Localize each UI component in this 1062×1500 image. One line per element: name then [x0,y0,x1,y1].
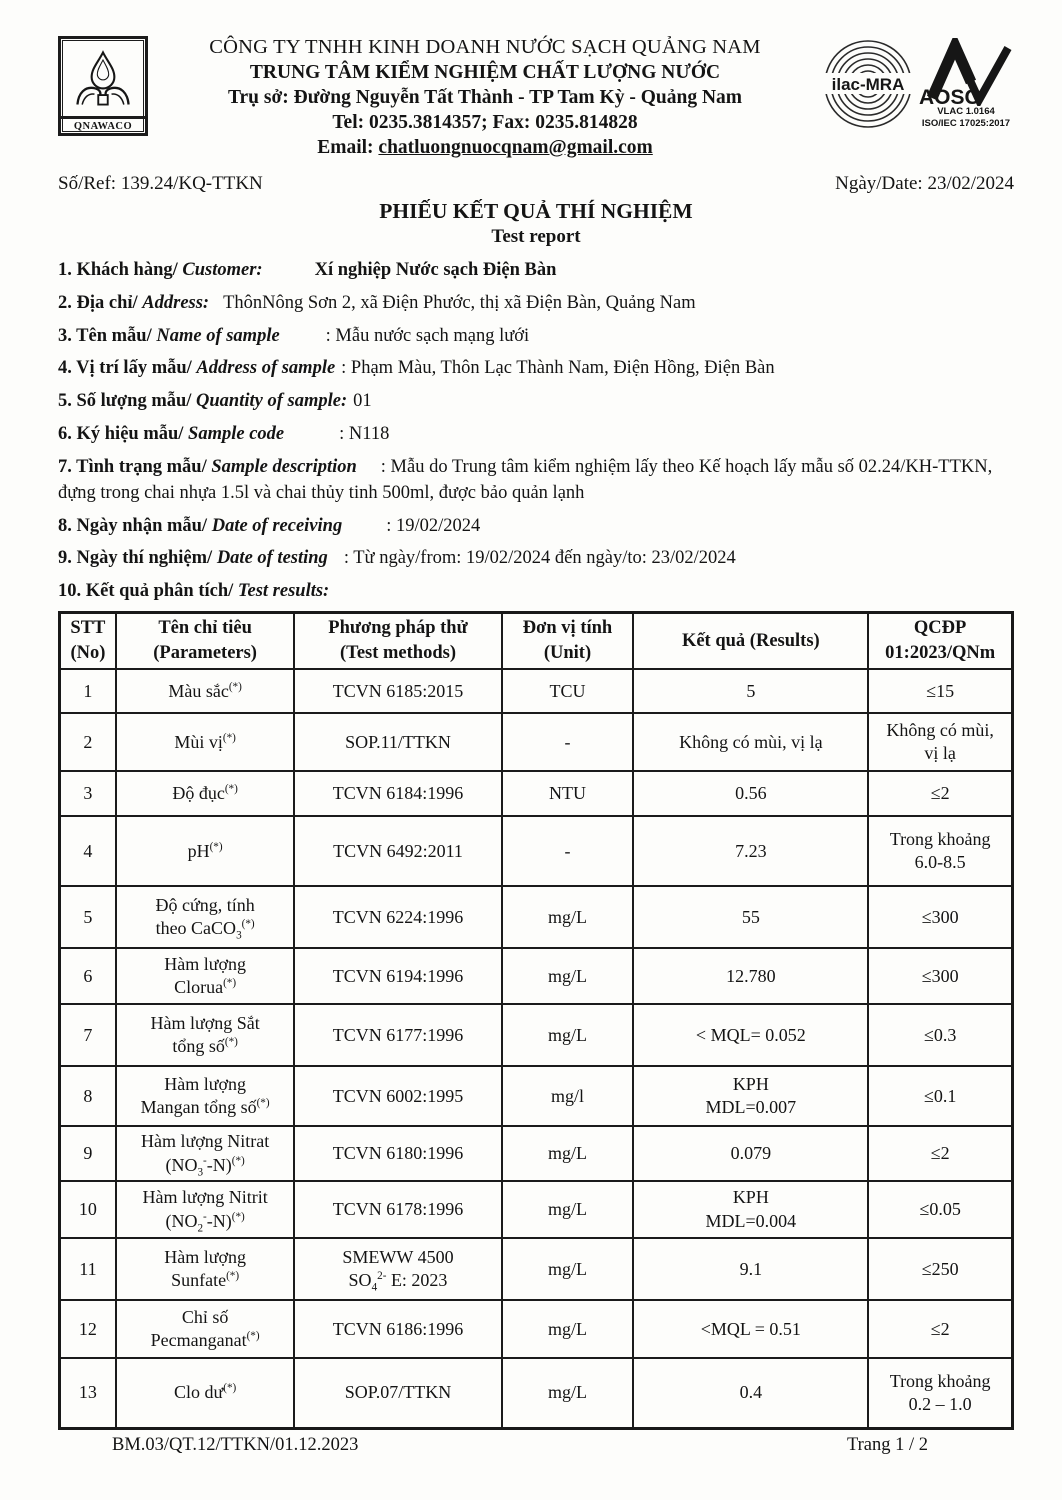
report-field-4 [58,355,1014,381]
report-field-7 [58,454,1014,507]
cell-limit: ≤2 [868,1126,1012,1181]
email-label: Email: [317,137,374,158]
water-drop-hands-icon [61,39,145,116]
field-label-en: Address: [142,292,210,313]
cell-result: <MQL = 0.51 [633,1300,868,1358]
superscript: (*) [231,1154,245,1167]
cell-stt: 8 [60,1066,116,1126]
table-row [60,1238,1013,1300]
cell-unit: mg/L [502,948,634,1004]
field-label-en: Sample code [188,423,285,444]
field-spacer [209,307,223,308]
cell-method: TCVN 6492:2011 [294,816,501,886]
field-spacer [284,438,339,439]
superscript: - [203,1210,207,1223]
field-spacer [280,340,326,341]
cell-parameter: Độ cứng, tính theo CaCO$_3$(*) [116,886,295,948]
cell-parameter: Độ đục(*) [116,771,295,816]
cell-limit: ≤15 [868,669,1012,713]
cell-parameter: Hàm lượng Nitrat $(NO_3^--N)^{(*)}$ [116,1126,295,1181]
ref-label: Số/Ref: [58,173,117,194]
superscript: (*) [226,1270,240,1283]
field-label-vi: 5. Số lượng mẫu/ [58,391,197,412]
cell-parameter: Hàm lượng Clorua(*) [116,948,295,1004]
cell-parameter: Mùi vị(*) [116,713,295,771]
page-footer [58,1435,1014,1456]
cell-method: TCVN 6186:1996 [294,1300,501,1358]
report-field-9 [58,545,1014,571]
cell-unit: mg/L [502,1126,634,1181]
cell-stt: 9 [60,1126,116,1181]
table-row [60,713,1013,771]
field-label-vi: 8. Ngày nhận mẫu/ [58,515,212,536]
table-row [60,1181,1013,1238]
cell-stt: 7 [60,1004,116,1066]
cell-parameter: Clo dư(*) [116,1358,295,1428]
table-row [60,948,1013,1004]
letterhead [148,36,822,159]
cell-result: 0.56 [633,771,868,816]
document-header [58,30,1014,159]
document-ref [58,173,263,195]
cell-parameter: Hàm lượng Sunfate(*) [116,1238,295,1300]
cell-parameter: Màu sắc(*) [116,669,295,713]
cell-limit: Trong khoảng 6.0-8.5 [868,816,1012,886]
field-spacer [342,530,386,531]
cell-result: KPH MDL=0.007 [633,1066,868,1126]
cell-stt: 13 [60,1358,116,1428]
reference-line [58,173,1014,195]
cell-stt: 11 [60,1238,116,1300]
cell-parameter: Chỉ số Pecmanganat(*) [116,1300,295,1358]
cell-limit: ≤2 [868,1300,1012,1358]
cell-stt: 12 [60,1300,116,1358]
cell-method: TCVN 6224:1996 [294,886,501,948]
cell-method: SOP.11/TTKN [294,713,501,771]
aosc-label: AOSC [919,86,980,106]
cell-limit: Trong khoảng 0.2 – 1.0 [868,1358,1012,1428]
cell-result: 55 [633,886,868,948]
field-label-en: Test results: [237,581,330,602]
cell-result: 9.1 [633,1238,868,1300]
superscript: (*) [223,1382,237,1395]
cell-unit: - [502,816,634,886]
cell-limit: Không có mùi, vị lạ [868,713,1012,771]
ilac-mra-icon [822,38,914,130]
column-header-unit: Đơn vị tính (Unit) [502,613,634,669]
column-header-result: Kết quả (Results) [633,613,868,669]
superscript: (*) [256,1097,270,1110]
table-body [60,669,1013,1428]
cell-method: TCVN 6184:1996 [294,771,501,816]
cell-unit: mg/l [502,1066,634,1126]
date-value: 23/02/2024 [927,173,1014,194]
cell-method: TCVN 6180:1996 [294,1126,501,1181]
cell-stt: 2 [60,713,116,771]
cell-method: TCVN 6185:2015 [294,669,501,713]
cell-result: 12.780 [633,948,868,1004]
cell-parameter: Hàm lượng Sắt tổng số(*) [116,1004,295,1066]
page-number: Trang 1 / 2 [846,1434,928,1455]
iso-standard: ISO/IEC 17025:2017 [921,117,1011,129]
table-row [60,1004,1013,1066]
cell-parameter: pH(*) [116,816,295,886]
field-value: : N118 [339,423,390,444]
cell-unit: mg/L [502,1181,634,1238]
cell-limit: ≤300 [868,886,1012,948]
cell-stt: 10 [60,1181,116,1238]
cell-limit: ≤0.3 [868,1004,1012,1066]
cell-limit: ≤0.05 [868,1181,1012,1238]
cell-method: SOP.07/TTKN [294,1358,501,1428]
field-value: : Mẫu do Trung tâm kiểm nghiệm lấy theo Kế hoạch lấy mẫu số 02.24/KH-TTKN, đựng trong chai nhựa 1.5l và chai thủy tinh 500ml, được bảo quản lạnh [58,456,993,503]
head-office-address: Trụ sở: Đường Nguyễn Tất Thành - TP Tam Kỳ - Quảng Nam [227,87,743,108]
cell-unit: TCU [502,669,634,713]
cell-result: Không có mùi, vị lạ [633,713,868,771]
field-label-en: Address of sample [196,358,336,379]
field-spacer [357,471,381,472]
field-label-vi: 2. Địa chỉ/ [58,292,143,313]
field-label-en: Sample description [211,456,357,477]
superscript: (*) [224,1036,238,1049]
superscript: - [203,1154,207,1167]
table-row [60,1126,1013,1181]
field-label-vi: 9. Ngày thí nghiệm/ [58,548,217,569]
field-value: : 19/02/2024 [386,515,481,536]
field-value: Xí nghiệp Nước sạch Điện Bàn [314,260,557,280]
cell-parameter: Hàm lượng Mangan tổng số(*) [116,1066,295,1126]
report-field-6 [58,421,1014,447]
field-value: 01 [353,391,372,412]
cell-stt: 5 [60,886,116,948]
aosc-block [918,38,1014,130]
superscript: (*) [246,1330,260,1343]
cell-result: 5 [633,669,868,713]
cell-method: TCVN 6194:1996 [294,948,501,1004]
superscript: (*) [223,977,237,990]
cell-method: TCVN 6177:1996 [294,1004,501,1066]
subscript: 2 [197,1222,204,1235]
report-field-5 [58,388,1014,414]
subscript: 3 [197,1166,204,1179]
field-value: : Mẫu nước sạch mạng lưới [325,325,530,346]
aosc-check-icon [918,38,1014,106]
table-row [60,1300,1013,1358]
cell-unit: - [502,713,634,771]
cell-unit: mg/L [502,1358,634,1428]
field-label-vi: 3. Tên mẫu/ [58,325,157,346]
email-address: chatluongnuocqnam@gmail.com [378,137,653,158]
cell-stt: 1 [60,669,116,713]
field-label-en: Customer: [182,260,263,280]
column-header-stt: STT (No) [60,613,116,669]
cell-unit: mg/L [502,1300,634,1358]
table-head [60,613,1013,669]
column-header-limit: QCĐP 01:2023/QNm [868,613,1012,669]
report-title-en: Test report [491,226,581,247]
qnawaco-logo [58,36,148,136]
qnawaco-logo-label: QNAWACO [61,116,145,133]
field-value: ThônNông Sơn 2, xã Điện Phước, thị xã Điện Bàn, Quảng Nam [223,292,696,313]
superscript: (*) [224,783,238,796]
cell-limit: ≤0.1 [868,1066,1012,1126]
table-row [60,1358,1013,1428]
email-line [150,137,820,159]
cell-stt: 6 [60,948,116,1004]
field-value: : Từ ngày/from: 19/02/2024 đến ngày/to: 23/02/2024 [343,548,736,569]
cell-stt: 4 [60,816,116,886]
vlac-number: VLAC 1.0164 [937,106,995,117]
superscript: (*) [222,731,236,744]
cell-unit: mg/L [502,1004,634,1066]
field-label-en: Date of receiving [211,515,343,536]
report-title-vi: PHIẾU KẾT QUẢ THÍ NGHIỆM [379,199,693,223]
cell-result: 7.23 [633,816,868,886]
ilac-mra-label: ilac-MRA [831,75,905,94]
cell-result: 0.079 [633,1126,868,1181]
report-field-3 [58,323,1014,349]
cell-method: TCVN 6178:1996 [294,1181,501,1238]
cell-stt: 3 [60,771,116,816]
field-label-en: Quantity of sample: [196,391,348,412]
table-row [60,771,1013,816]
field-value: : Phạm Màu, Thôn Lạc Thành Nam, Điện Hồng, Điện Bàn [341,358,775,379]
accreditation-logos [822,38,1014,130]
cell-result: 0.4 [633,1358,868,1428]
cell-method: SMEWW 4500 $SO_4^{2-}$ E: 2023 [294,1238,501,1300]
table-row [60,816,1013,886]
cell-method: TCVN 6002:1995 [294,1066,501,1126]
cell-limit: ≤300 [868,948,1012,1004]
report-field-8 [58,513,1014,539]
cell-unit: mg/L [502,886,634,948]
table-row [60,886,1013,948]
superscript: (*) [209,840,223,853]
report-fields [58,257,1014,604]
subscript: 4 [371,1281,378,1294]
field-label-vi: 7. Tình trạng mẫu/ [58,456,212,477]
table-row [60,1066,1013,1126]
column-header-parameter: Tên chỉ tiêu (Parameters) [116,613,295,669]
tel-fax-line: Tel: 0235.3814357; Fax: 0235.814828 [332,112,638,133]
superscript: (*) [228,680,242,693]
date-label: Ngày/Date: [835,173,923,194]
table-header-row [60,613,1013,669]
report-field-1 [58,257,1014,283]
cell-limit: ≤250 [868,1238,1012,1300]
field-label-en: Date of testing [216,548,328,569]
superscript: (*) [231,1210,245,1223]
form-code: BM.03/QT.12/TTKN/01.12.2023 [112,1434,359,1455]
cell-result: < MQL= 0.052 [633,1004,868,1066]
ref-value: 139.24/KQ-TTKN [120,173,263,194]
company-name: CÔNG TY TNHH KINH DOANH NƯỚC SẠCH QUẢNG NAM [209,36,761,58]
superscript: (*) [241,918,255,931]
field-label-en: Name of sample [156,325,280,346]
field-label-vi: 6. Ký hiệu mẫu/ [58,423,189,444]
field-spacer [263,274,315,275]
table-row [60,669,1013,713]
cell-parameter: Hàm lượng Nitrit $(NO_2^--N)^{(*)}$ [116,1181,295,1238]
column-header-method: Phương pháp thử (Test methods) [294,613,501,669]
cell-unit: NTU [502,771,634,816]
cell-limit: ≤2 [868,771,1012,816]
center-name: TRUNG TÂM KIỂM NGHIỆM CHẤT LƯỢNG NƯỚC [249,62,721,83]
test-results-table [58,611,1014,1429]
field-label-vi: 4. Vị trí lấy mẫu/ [58,358,197,379]
report-field-2 [58,290,1014,316]
cell-result: KPH MDL=0.004 [633,1181,868,1238]
superscript: 2- [377,1270,387,1283]
document-date [835,173,1014,195]
report-field-10 [58,578,1014,604]
cell-unit: mg/L [502,1238,634,1300]
subscript: 3 [236,929,242,942]
field-label-vi: 1. Khách hàng/ [58,260,183,280]
field-label-vi: 10. Kết quả phân tích/ [58,581,238,602]
field-spacer [328,562,344,563]
